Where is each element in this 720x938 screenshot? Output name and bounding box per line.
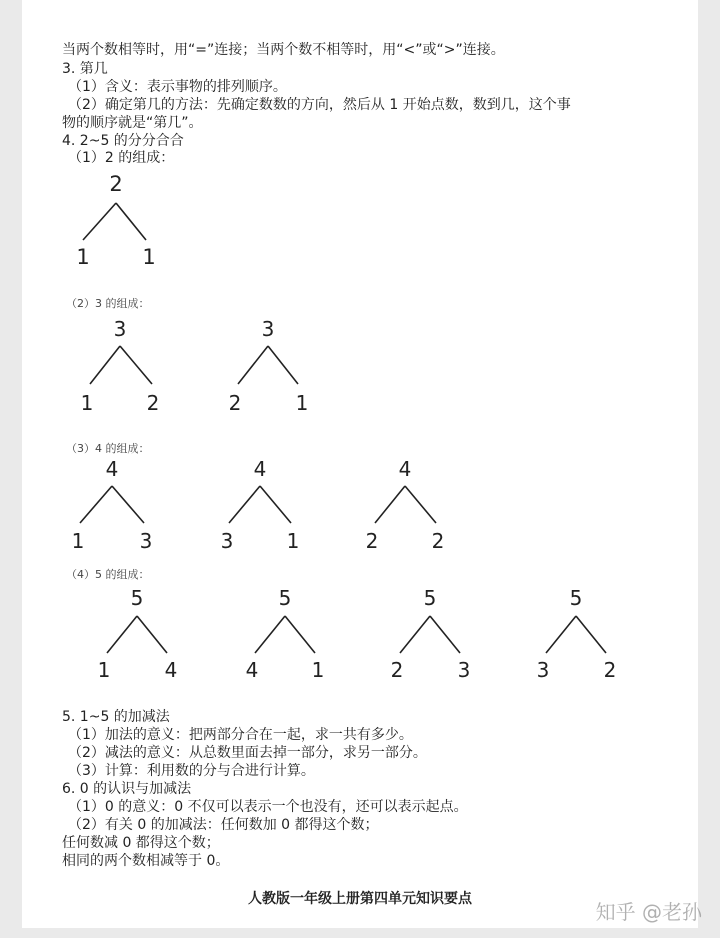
section-4-sub-1: （1）2 的组成：: [68, 150, 175, 166]
tree-top-number: 2: [109, 172, 123, 196]
section-6-item-3: 任何数减 0 都得这个数；: [62, 835, 220, 851]
composition-tree-5d: [532, 583, 622, 683]
tree-right-number: 4: [164, 658, 178, 682]
section-3-item-2a: （2）确定第几的方法：先确定数数的方向，然后从 1 开始点数，数到几，这个事: [68, 97, 571, 113]
tree-left-number: 1: [71, 529, 85, 553]
section-3-title: 3. 第几: [62, 61, 108, 77]
section-4-title: 4. 2~5 的分分合合: [62, 133, 184, 149]
section-4-sub-3: （3）4 的组成：: [66, 442, 150, 455]
tree-top-number: 5: [130, 586, 144, 610]
section-6-item-4: 相同的两个数相减等于 0。: [62, 853, 230, 869]
section-3-item-2b: 物的顺序就是“第几”。: [62, 115, 203, 131]
tree-right-number: 1: [295, 391, 309, 415]
tree-left-number: 2: [228, 391, 242, 415]
composition-tree-3a: [76, 314, 166, 414]
tree-left-number: 2: [365, 529, 379, 553]
tree-top-number: 4: [253, 457, 267, 481]
tree-top-number: 5: [278, 586, 292, 610]
tree-right-number: 2: [603, 658, 617, 682]
section-5-item-3: （3）计算：利用数的分与合进行计算。: [68, 763, 315, 779]
tree-left-number: 3: [536, 658, 550, 682]
tree-left-number: 1: [80, 391, 94, 415]
intro-text: 当两个数相等时，用“=”连接；当两个数不相等时，用“<”或“>”连接。: [62, 42, 505, 58]
tree-top-number: 5: [423, 586, 437, 610]
section-4-sub-2: （2）3 的组成：: [66, 297, 150, 310]
composition-tree-3b: [225, 314, 315, 414]
document-page: [22, 0, 698, 928]
composition-tree-5b: [242, 583, 332, 683]
tree-top-number: 4: [105, 457, 119, 481]
section-6-item-1: （1）0 的意义：0 不仅可以表示一个也没有，还可以表示起点。: [68, 799, 468, 815]
section-6-title: 6. 0 的认识与加减法: [62, 781, 192, 797]
tree-right-number: 1: [311, 658, 325, 682]
tree-right-number: 3: [457, 658, 471, 682]
tree-left-number: 4: [245, 658, 259, 682]
composition-tree-4b: [218, 455, 308, 555]
composition-tree-5a: [94, 583, 184, 683]
tree-top-number: 3: [261, 317, 275, 341]
section-6-item-2: （2）有关 0 的加减法：任何数加 0 都得这个数；: [68, 817, 379, 833]
composition-tree-4a: [70, 455, 160, 555]
tree-right-number: 1: [286, 529, 300, 553]
section-5-item-1: （1）加法的意义：把两部分合在一起，求一共有多少。: [68, 727, 413, 743]
tree-right-number: 1: [142, 245, 156, 269]
composition-tree-2: [74, 168, 174, 268]
tree-left-number: 3: [220, 529, 234, 553]
tree-left-number: 1: [76, 245, 90, 269]
tree-right-number: 2: [146, 391, 160, 415]
tree-top-number: 5: [569, 586, 583, 610]
tree-left-number: 1: [97, 658, 111, 682]
tree-right-number: 2: [431, 529, 445, 553]
tree-top-number: 4: [398, 457, 412, 481]
section-3-item-1: （1）含义：表示事物的排列顺序。: [68, 79, 287, 95]
tree-right-number: 3: [139, 529, 153, 553]
composition-tree-5c: [387, 583, 477, 683]
section-4-sub-4: （4）5 的组成：: [66, 568, 150, 581]
composition-tree-4c: [363, 455, 453, 555]
section-5-title: 5. 1~5 的加减法: [62, 709, 170, 725]
watermark: 知乎 @老孙: [595, 900, 702, 924]
section-5-item-2: （2）减法的意义：从总数里面去掉一部分，求另一部分。: [68, 745, 427, 761]
figure-caption: 人教版一年级上册第四单元知识要点: [248, 891, 472, 907]
tree-top-number: 3: [113, 317, 127, 341]
tree-left-number: 2: [390, 658, 404, 682]
